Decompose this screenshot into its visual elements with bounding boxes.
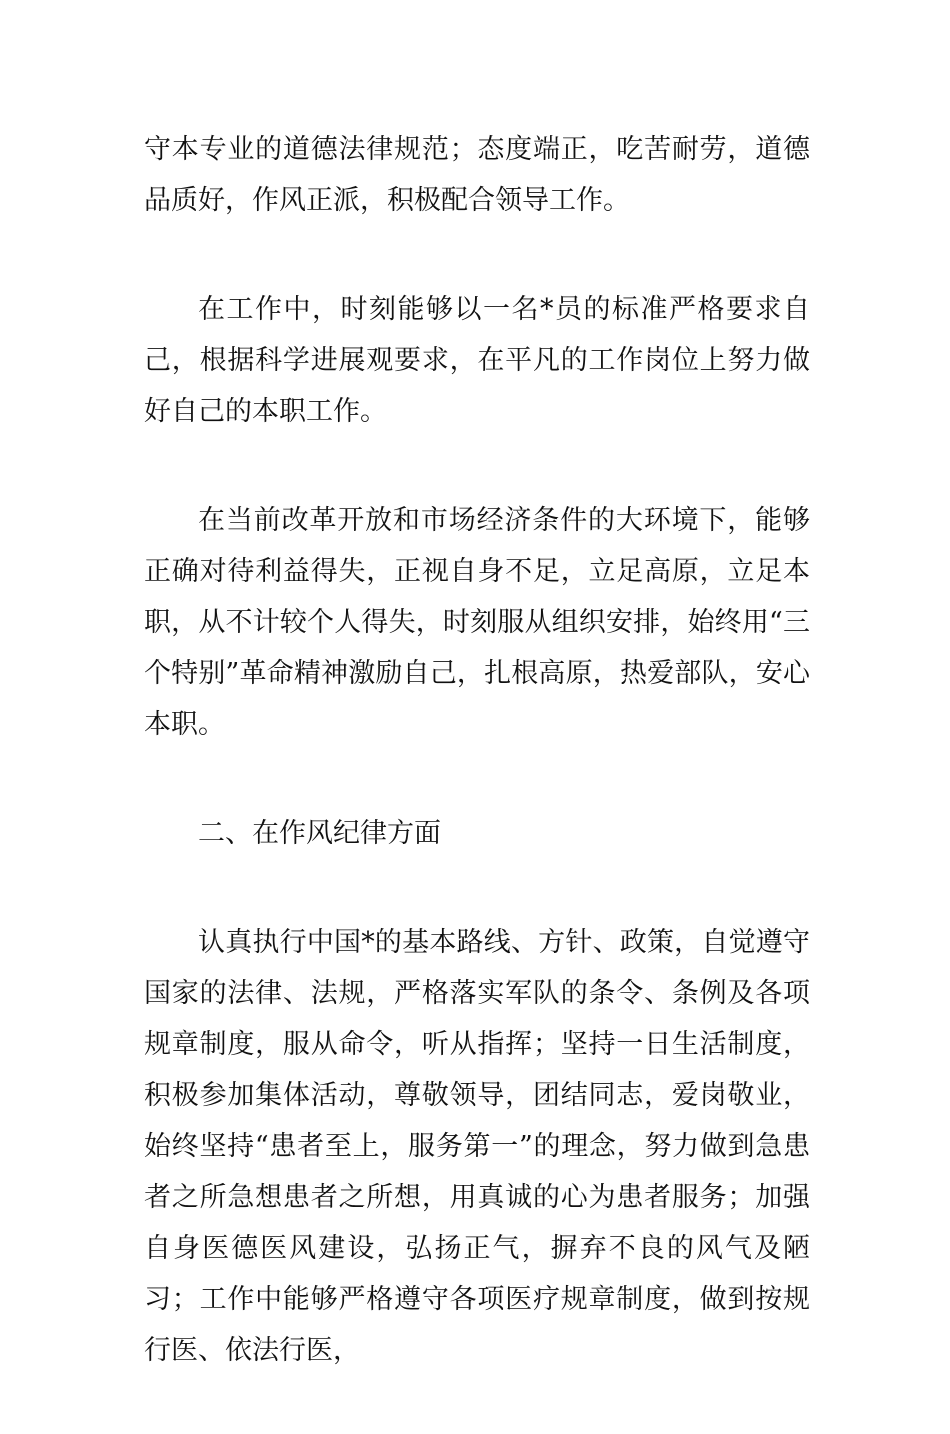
section-heading-discipline: 二、在作风纪律方面 xyxy=(198,818,441,849)
paragraph-continuation: 守本专业的道德法律规范；态度端正，吃苦耐劳，道德品质好，作风正派，积极配合领导工作。 xyxy=(144,134,810,216)
paragraph-reform-environment: 在当前改革开放和市场经济条件的大环境下，能够正确对待利益得失，正视自身不足，立足高原，立足本职，从不计较个人得失，时刻服从组织安排，始终用“三个特别”革命精神激励自己，扎根高原，热爱部队，安心本职。 xyxy=(144,505,810,740)
paragraph-work-standards: 在工作中，时刻能够以一名*员的标准严格要求自己，根据科学进展观要求，在平凡的工作岗位上努力做好自己的本职工作。 xyxy=(144,294,810,427)
document-body xyxy=(144,124,810,1434)
paragraph-discipline-details: 认真执行中国*的基本路线、方针、政策，自觉遵守国家的法律、法规，严格落实军队的条令、条例及各项规章制度，服从命令，听从指挥；坚持一日生活制度，积极参加集体活动，尊敬领导，团结同志，爱岗敬业，始终坚持“患者至上，服务第一”的理念，努力做到急患者之所急想患者之所想，用真诚的心为患者服务；加强自身医德医风建设，弘扬正气，摒弃不良的风气及陋习；工作中能够严格遵守各项医疗规章制度，做到按规行医、依法行医， xyxy=(144,927,810,1366)
